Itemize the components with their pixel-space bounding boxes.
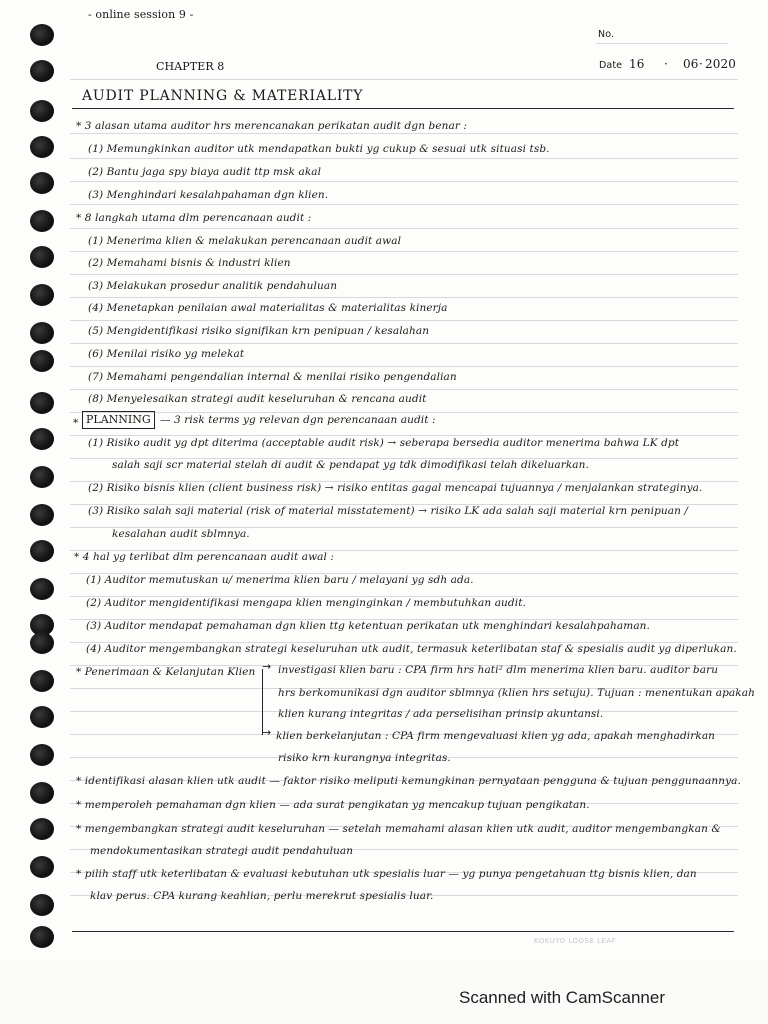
ruled-line	[70, 204, 738, 205]
date-separator: ·	[664, 57, 668, 71]
ruled-line	[70, 79, 738, 80]
note-line: * identifikasi alasan klien utk audit — faktor risiko meliputi kemungkinan pernyataan pengguna & tujuan penggunaannya.	[76, 775, 741, 787]
binder-hole	[30, 706, 54, 728]
binder-hole	[30, 744, 54, 766]
note-line: * 8 langkah utama dlm perencanaan audit :	[76, 212, 312, 224]
session-label: - online session 9 -	[88, 8, 194, 21]
planning-intro: — 3 risk terms yg relevan dgn perencanaan audit :	[160, 414, 436, 426]
note-line: * 4 hal yg terlibat dlm perencanaan audit awal :	[74, 551, 335, 563]
bullet-star: *	[73, 417, 79, 429]
note-line: (2) Bantu jaga spy biaya audit ttp msk akal	[88, 166, 322, 178]
note-line: (2) Auditor mengidentifikasi mengapa klien menginginkan / membutuhkan audit.	[86, 597, 526, 609]
penerimaan-line: klien berkelanjutan : CPA firm mengevaluasi klien yg ada, apakah menghadirkan	[276, 730, 716, 742]
planning-item: salah saji scr material stelah di audit & pendapat yg tdk dimodifikasi telah dikeluarkan.	[112, 459, 589, 471]
ruled-line	[70, 158, 738, 159]
binder-hole	[30, 578, 54, 600]
header-rule	[72, 108, 734, 109]
chapter-label: CHAPTER 8	[156, 60, 225, 73]
page-title: AUDIT PLANNING & MATERIALITY	[82, 88, 364, 104]
binder-hole	[30, 392, 54, 414]
planning-item: (3) Risiko salah saji material (risk of material misstatement) → risiko LK ada salah saji material krn penipuan /	[88, 505, 689, 517]
planning-box: PLANNING	[82, 411, 155, 429]
ruled-line	[70, 181, 738, 182]
binder-hole	[30, 322, 54, 344]
binder-hole	[30, 210, 54, 232]
penerimaan-line: hrs berkomunikasi dgn auditor sblmnya (klien hrs setuju). Tujuan : menentukan apakah	[278, 687, 755, 699]
binder-hole	[30, 428, 54, 450]
binder-hole	[30, 632, 54, 654]
ruled-line	[70, 412, 738, 413]
binder-hole	[30, 246, 54, 268]
binder-hole	[30, 670, 54, 692]
binder-hole	[30, 782, 54, 804]
ruled-line	[70, 133, 738, 134]
arrow-right-icon: →	[262, 726, 272, 739]
note-line: (3) Menghindari kesalahpahaman dgn klien.	[88, 189, 329, 201]
note-line: (1) Memungkinkan auditor utk mendapatkan bukti yg cukup & sesuai utk situasi tsb.	[88, 143, 550, 155]
binder-hole	[30, 24, 54, 46]
planning-item: kesalahan audit sblmnya.	[112, 528, 250, 540]
binder-hole	[30, 466, 54, 488]
note-line: * mengembangkan strategi audit keseluruhan — setelah memahami alasan klien utk audit, auditor mengembangkan &	[76, 823, 721, 835]
penerimaan-line: risiko krn kurangnya integritas.	[278, 752, 451, 764]
note-line: (3) Melakukan prosedur analitik pendahuluan	[88, 280, 338, 292]
ruled-line	[70, 366, 738, 367]
binder-hole	[30, 60, 54, 82]
date-month: 06	[683, 57, 699, 71]
binder-hole	[30, 504, 54, 526]
binder-hole	[30, 540, 54, 562]
binder-hole	[30, 818, 54, 840]
ruled-line	[70, 297, 738, 298]
binder-hole	[30, 136, 54, 158]
penerimaan-line: klien kurang integritas / ada perselisihan prinsip akuntansi.	[278, 708, 604, 720]
date-day: 16	[629, 57, 645, 71]
planning-item: (1) Risiko audit yg dpt diterima (acceptable audit risk) → seberapa bersedia auditor menerima bahwa LK dpt	[88, 437, 680, 449]
ruled-line	[70, 435, 738, 436]
ruled-line	[70, 320, 738, 321]
note-line: (4) Auditor mengembangkan strategi keseluruhan utk audit, termasuk keterlibatan staf & spesialis audit yg diperlukan.	[86, 643, 737, 655]
note-line: (1) Menerima klien & melakukan perencanaan audit awal	[88, 235, 402, 247]
ruled-line	[70, 343, 738, 344]
note-line: * pilih staff utk keterlibatan & evaluasi kebutuhan utk spesialis luar — yg punya pengetahuan ttg bisnis klien, dan	[76, 868, 697, 880]
note-line: * memperoleh pemahaman dgn klien — ada surat pengikatan yg mencakup tujuan pengikatan.	[76, 799, 590, 811]
binder-hole	[30, 856, 54, 878]
binder-hole	[30, 894, 54, 916]
binder-hole	[30, 100, 54, 122]
camscanner-watermark: Scanned with CamScanner	[459, 988, 666, 1007]
note-line: (8) Menyelesaikan strategi audit keseluruhan & rencana audit	[88, 393, 427, 405]
date-year: 2020	[705, 57, 736, 71]
note-line: (7) Memahami pengendalian internal & menilai risiko pengendalian	[88, 371, 457, 383]
binder-holes	[30, 0, 58, 960]
note-line: (6) Menilai risiko yg melekat	[88, 348, 245, 360]
binder-hole	[30, 926, 54, 948]
note-line: (1) Auditor memutuskan u/ menerima klien baru / melayani yg sdh ada.	[86, 574, 474, 586]
note-line: (3) Auditor mendapat pemahaman dgn klien ttg ketentuan perikatan utk menghindari kesalahpahaman.	[86, 620, 650, 632]
date-label: Date	[599, 60, 623, 71]
ruled-line	[70, 274, 738, 275]
note-line: (2) Memahami bisnis & industri klien	[88, 257, 291, 269]
paper-brand: KOKUYO LOOSE LEAF	[534, 937, 617, 945]
footer-rule	[72, 931, 734, 932]
binder-hole	[30, 350, 54, 372]
ruled-line	[70, 389, 738, 390]
ruled-line	[596, 43, 728, 44]
no-label: No.	[598, 29, 615, 40]
arrow-right-icon: →	[262, 660, 272, 673]
note-line: klav perus. CPA kurang keahlian, perlu merekrut spesialis luar.	[90, 890, 434, 902]
penerimaan-line: investigasi klien baru : CPA firm hrs hati² dlm menerima klien baru. auditor baru	[278, 664, 719, 676]
binder-hole	[30, 284, 54, 306]
penerimaan-label: * Penerimaan & Kelanjutan Klien	[76, 666, 256, 678]
note-line: (5) Mengidentifikasi risiko signifikan krn penipuan / kesalahan	[88, 325, 430, 337]
note-line: mendokumentasikan strategi audit pendahuluan	[90, 845, 354, 857]
ruled-line	[70, 251, 738, 252]
planning-item: (2) Risiko bisnis klien (client business risk) → risiko entitas gagal mencapai tujuannya / menjalankan strateginya.	[88, 482, 703, 494]
note-line: (4) Menetapkan penilaian awal materialitas & materialitas kinerja	[88, 302, 448, 314]
note-line: * 3 alasan utama auditor hrs merencanakan perikatan audit dgn benar :	[76, 120, 468, 132]
date-separator: ·	[699, 57, 703, 71]
ruled-line	[70, 228, 738, 229]
binder-hole	[30, 172, 54, 194]
